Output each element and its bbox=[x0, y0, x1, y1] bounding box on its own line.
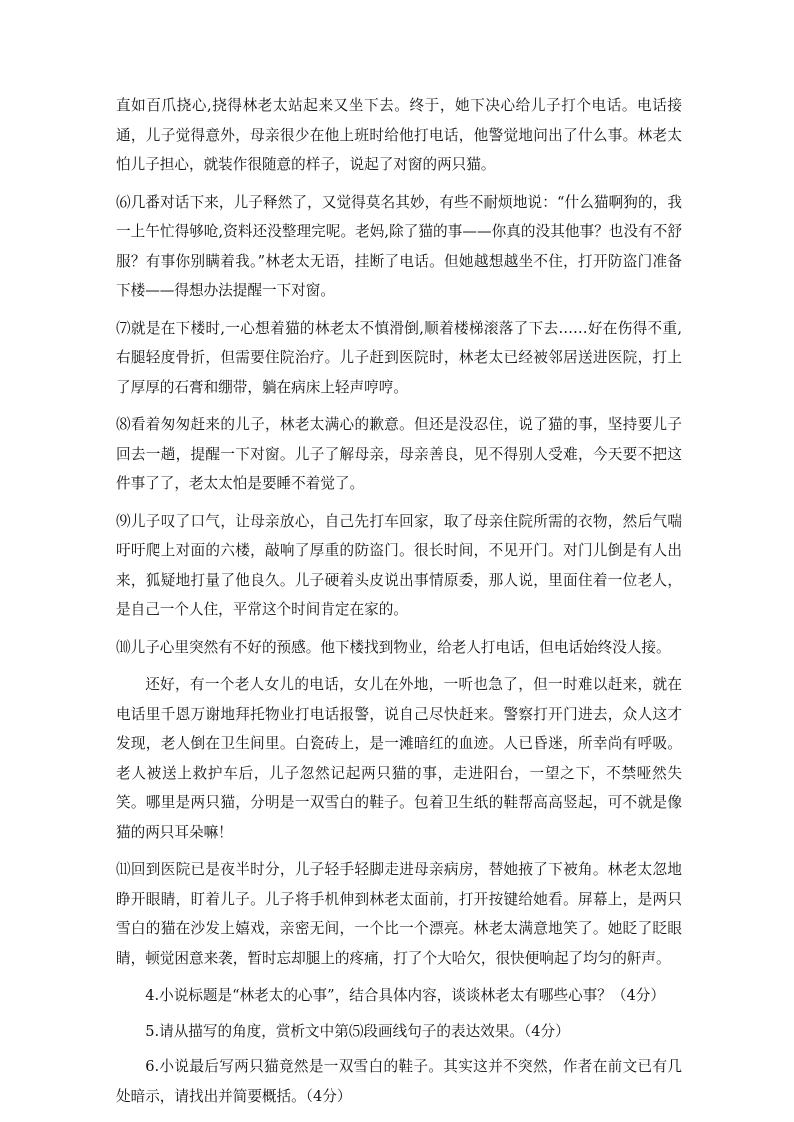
paragraph-11: ⑾回到医院已是夜半时分，儿子轻手轻脚走进母亲病房，替她掖了下被角。林老太忽地睁开眼睛，盯着儿子。儿子将手机伸到林老太面前，打开按键给她看。屏幕上，是两只雪白的猫在沙发上嬉戏，亲密无间，一个比一个漂亮。林老太满意地笑了。她眨了眨眼睛，顿觉困意来袭，暂时忘却腿上的疼痛，打了个大哈欠，很快便响起了均匀的鼾声。 bbox=[116, 861, 682, 967]
paragraph-10: ⑽儿子心里突然有不好的预感。他下楼找到物业，给老人打电话，但电话始终没人接。 bbox=[116, 638, 671, 656]
paragraph-10-continued: 还好，有一个老人女儿的电话，女儿在外地，一听也急了，但一时难以赶来，就在电话里千恩万谢地拜托物业打电话报警，说自己尽快赶来。警察打开门进去，众人这才发现，老人倒在卫生间里。白瓷砖上，是一滩暗红的血迹。人已昏迷，所幸尚有呼吸。老人被送上救护车后，儿子忽然记起两只猫的事，走进阳台，一望之下，不禁哑然失笑。哪里是两只猫，分明是一双雪白的鞋子。包着卫生纸的鞋帮高高竖起，可不就是像猫的两只耳朵嘛！ bbox=[116, 676, 682, 841]
document-page bbox=[116, 91, 682, 1117]
paragraph-7: ⑺就是在下楼时,一心想着猫的林老太不慎滑倒,顺着楼梯滚落了下去……好在伤得不重,右腿轻度骨折，但需要住院治疗。儿子赶到医院时，林老太已经被邻居送进医院，打上了厚厚的石膏和绷带，躺在病床上轻声哼哼。 bbox=[116, 319, 682, 396]
question-4: 4.小说标题是“林老太的心事”，结合具体内容，谈谈林老太有哪些心事？（4分） bbox=[145, 987, 665, 1004]
paragraph-9: ⑼儿子叹了口气，让母亲放心，自己先打车回家，取了母亲住院所需的衣物，然后气喘吁吁爬上对面的六楼，敲响了厚重的防盗门。很长时间，不见开门。对门儿倒是有人出来，狐疑地打量了他良久。儿子硬着头皮说出事情原委，那人说，里面住着一位老人，是自己一个人住，平常这个时间肯定在家的。 bbox=[116, 512, 682, 618]
paragraph-6: ⑹几番对话下来，儿子释然了，又觉得莫名其妙，有些不耐烦地说：“什么猫啊狗的，我一上午忙得够呛,资料还没整理完呢。老妈,除了猫的事——你真的没其他事？也没有不舒服？有事你别瞒着我。”林老太无语，挂断了电话。但她越想越坐不住，打开防盗门准备下楼——得想办法提醒一下对窗。 bbox=[116, 193, 682, 299]
question-6: 6.小说最后写两只猫竟然是一双雪白的鞋子。其实这并不突然，作者在前文已有几处暗示，请找出并简要概括。（4分） bbox=[116, 1058, 682, 1105]
question-5: 5.请从描写的角度，赏析文中第⑸段画线句子的表达效果。（4分） bbox=[145, 1022, 570, 1040]
paragraph-8: ⑻看着匆匆赶来的儿子，林老太满心的歉意。但还是没忍住，说了猫的事，坚持要儿子回去一趟，提醒一下对窗。儿子了解母亲，母亲善良，见不得别人受难，今天要不把这件事了了，老太太怕是要睡不着觉了。 bbox=[116, 416, 682, 492]
paragraph-5-continued: 直如百爪挠心,挠得林老太站起来又坐下去。终于，她下决心给儿子打个电话。电话接通，儿子觉得意外，母亲很少在他上班时给他打电话，他警觉地问出了什么事。林老太怕儿子担心，就装作很随意的样子，说起了对窗的两只猫。 bbox=[116, 97, 682, 173]
